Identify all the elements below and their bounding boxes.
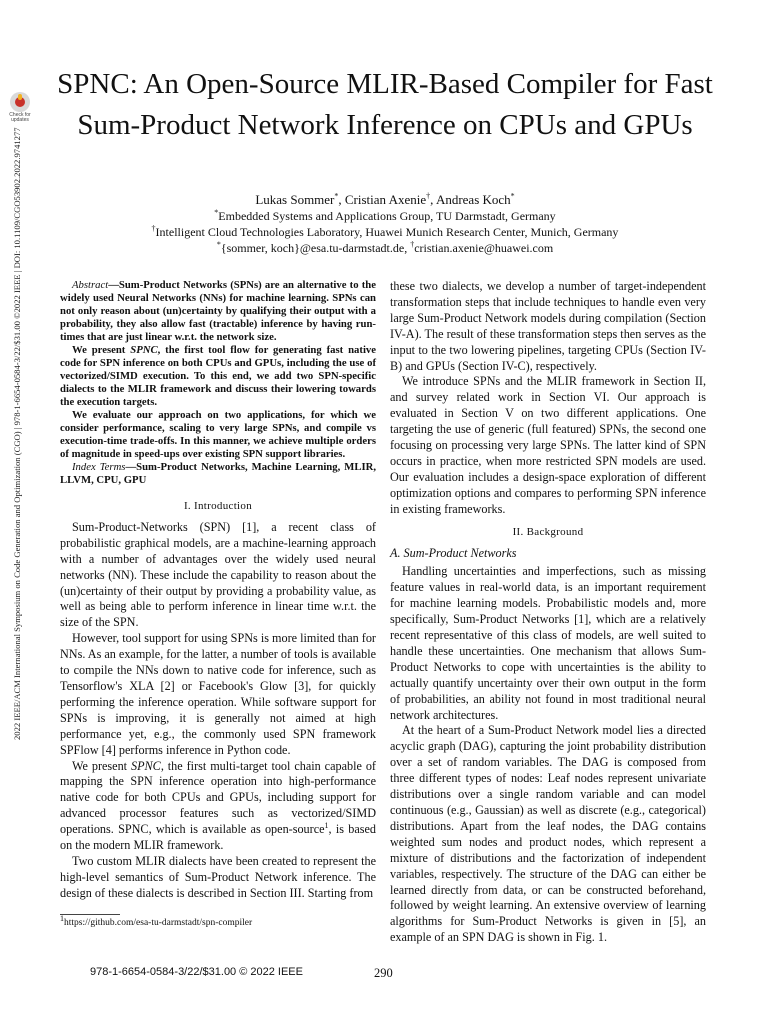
body-paragraph: At the heart of a Sum-Product Network model lies a directed acyclic graph (DAG), capturing the joint probability distribution over a set of random variables. The DAG is composed from three different types of nodes: Leaf nodes represent univariate distributions over a single random variable and can model continuous (e.g., Gaussian) as well as discrete (e.g., categorical) distributions. Apart from the leaf nodes, the DAG contains weighted sum nodes and product nodes, which represent a mixture of distributions and the factorization of independent variables, respectively. The structure of the DAG can either be learned directly from data, or can be constructed beforehand, followed by weight learning. An extensive overview of learning algorithms for Sum-Product Networks is given in [5], an example of an SPN DAG is shown in Fig. 1. [390,723,706,945]
email-mark: † [410,240,415,249]
footnote-mark: 1 [60,913,64,923]
badge-label-line1: Check for [9,112,31,118]
body-paragraph: Two custom MLIR dialects have been created to represent the high-level semantics of Sum-Product Network inference. The design of these dialects is described in Section III. Starting from [60,853,376,900]
abstract-paragraph: Abstract—Sum-Product Networks (SPNs) are an alternative to the widely used Neural Networks (NNs) for machine learning. SPNs can not only reason about (un)certainty by qualifying their output with a probability, they also allow fast (tractable) inference by having run-times that are just linear w.r.t. the network size. [60,279,376,343]
abstract-paragraph: We evaluate our approach on two applications, for which we consider performance, scaling to very large SPNs, and compile vs execution-time trade-offs. In this manner, we achieve multiple orders of magnitude in speed-ups over existing SPN support libraries. [60,409,376,460]
author-mark: * [510,191,515,201]
body-paragraph: Handling uncertainties and imperfections, such as missing feature values in real-world data, is an important requirement for machine learning models. Probabilistic models and, more specifically, Sum-Product Networks [1], which are a relatively recent representative of this class of models, are well suited to handle these uncertainties. One mechanism that allows Sum-Product Networks to cope with uncertainties is the ability to actually quantify uncertainty over their own output in the form of probabilities, an ability not found in most traditional neural network architectures. [390,564,706,722]
margin-citation-note: 2022 IEEE/ACM International Symposium on Code Generation and Optimization (CGO) | 978-1-6654-0584-3/22/$31.00 ©2022 IEEE | DOI: 10.1109/CGO53902.2022.9741277 [12,127,22,740]
email-address: cristian.axenie@huawei.com [414,241,554,255]
affiliation-1 [40,208,730,224]
affiliation-mark: * [214,208,219,217]
author-name: Cristian Axenie [344,192,427,207]
subsection-heading: A. Sum-Product Networks [390,545,517,560]
email-address: {sommer, koch}@esa.tu-darmstadt.de, [220,241,411,255]
index-terms: Index Terms—Sum-Product Networks, Machine Learning, MLIR, LLVM, CPU, GPU [60,461,377,486]
author-name: Lukas Sommer [255,192,335,207]
footnote-rule [60,914,120,915]
isbn-copyright: 978-1-6654-0584-3/22/$31.00 © 2022 IEEE [90,966,303,978]
affiliation-2 [40,224,730,240]
section-heading: I. Introduction [183,500,253,512]
author-mark: * [334,191,339,201]
abstract [60,279,376,487]
paper-title: SPNC: An Open-Source MLIR-Based Compiler for Fast Sum-Product Network Inference on CPUs and GPUs [57,68,713,141]
badge-label-line2: updates [11,117,29,123]
index-terms-lead: Index Terms [72,461,126,473]
affiliation-text: Embedded Systems and Applications Group, TU Darmstadt, Germany [218,209,556,223]
author-separator: , [430,192,436,207]
author-line [40,192,730,208]
footnote-link[interactable]: https://github.com/esa-tu-darmstadt/spn-compiler [64,917,253,928]
abstract-lead: Abstract [72,279,109,291]
author-separator: , [338,192,345,207]
affiliation-mark: † [151,224,156,233]
right-column [390,279,706,946]
body-paragraph: We introduce SPNs and the MLIR framework in Section II, and survey related work in Section VI. Our approach is evaluated in Section V on two different applications. One targeting the use of generic (full featured) SPNs, the second one focusing on processing very large SPNs. The latter kind of SPN occurs in practice, when more restricted SPN models are used. Our evaluation includes a design-space exploration of different optimization options and compares to performing SPN inference in existing frameworks. [390,374,706,516]
page-number: 290 [374,966,393,980]
body-paragraph: Sum-Product-Networks (SPN) [1], a recent class of probabilistic graphical models, are a machine-learning approach with a number of advantages over the widely used neural networks (NN). These include the capability to reason about the (un)certainty of their output by providing a probability value, as well as being able to perform inference in linear time w.r.t. the size of the SPN. [60,519,376,630]
body-paragraph: We present SPNC, the first multi-target tool chain capable of mapping the SPN inference operation into high-performance native code for both CPUs and GPUs, including support for advanced processor features such as vectorized/SIMD operations. SPNC, which is available as open-source$^1$, is based on the modern MLIR framework. [60,758,376,853]
body-paragraph: However, tool support for using SPNs is more limited than for NNs. As an example, for the latter, a number of tools is available to compile the NNs down to native code for inference, such as Tensorflow's XLA [2] or Facebook's Glow [3], for quickly performing the inference operation. While software support for SPNs is improving, it is generally not aimed at high performance yet, e.g., the commonly used SPN framework SPFlow [4] performs inference in Python code. [60,631,376,757]
email-line [40,240,730,256]
section-heading: II. Background [512,525,584,538]
affiliation-text: Intelligent Cloud Technologies Laboratory, Huawei Munich Research Center, Munich, Germany [155,225,619,239]
abstract-paragraph: We present SPNC, the first tool flow for generating fast native code for SPN inference on both CPUs and GPUs, including the use of vectorized/SIMD execution. To this end, we add two SPN-specific dialects to the MLIR framework and discuss their lowering towards the execution targets. [60,344,376,408]
footnote [60,913,376,929]
body-paragraph: these two dialects, we develop a number of target-independent transformation steps that include techniques to handle even very large Sum-Product Network models during compilation (Section IV-A). The result of these transformation steps then serves as the input to the two lowering pipelines, targeting CPUs (Section IV-B) and GPUs (Section IV-C), respectively. [390,279,706,373]
email-mark: * [216,240,221,249]
author-mark: † [426,191,431,201]
author-name: Andreas Koch [435,192,511,207]
left-column [60,279,376,929]
